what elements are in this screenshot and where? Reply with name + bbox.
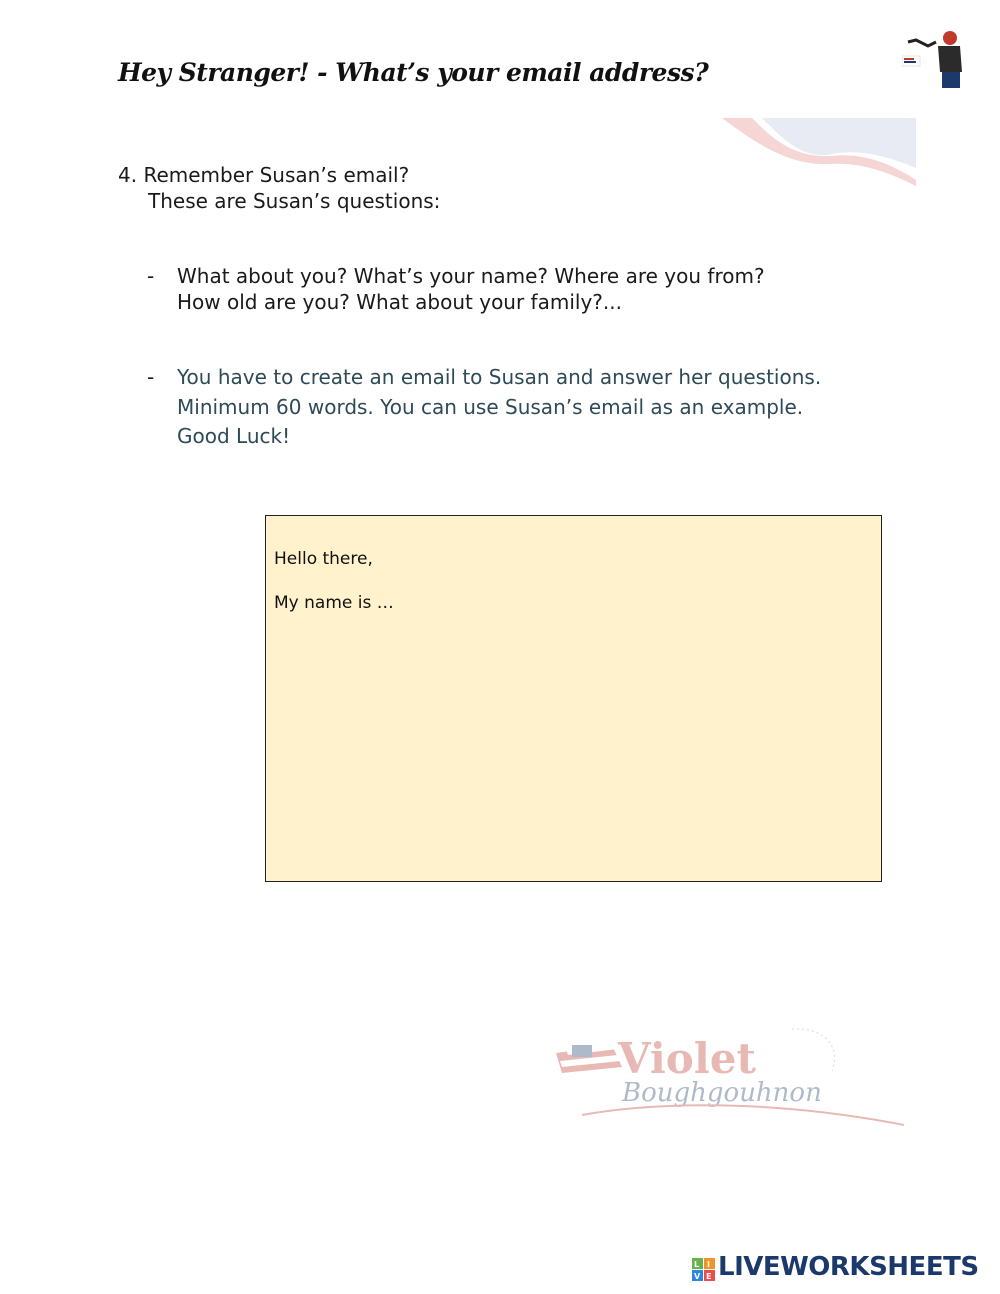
bullet-2-line-3: Good Luck! xyxy=(177,424,291,448)
bullet-2-line-1: You have to create an email to Susan and answer her questions. xyxy=(177,365,822,389)
bullet-dash: - xyxy=(147,264,155,288)
svg-text:I: I xyxy=(707,1260,710,1269)
worksheet-title: Hey Stranger! - What’s your email address? xyxy=(118,58,709,87)
answer-greeting: Hello there, xyxy=(274,549,373,569)
bullet-dash: - xyxy=(147,365,155,389)
liveworksheets-logo xyxy=(692,1254,992,1286)
question-subline: These are Susan’s questions: xyxy=(148,189,441,213)
bullet-2-line-2: Minimum 60 words. You can use Susan’s email as an example. xyxy=(177,395,804,419)
svg-text:V: V xyxy=(694,1272,701,1281)
bullet-1-line-1: What about you? What’s your name? Where are you from? xyxy=(177,264,765,288)
violet-watermark-logo xyxy=(552,1015,912,1135)
live-badge-icon xyxy=(692,1258,716,1282)
watermark-surname: Boughgouhnon xyxy=(622,1078,822,1108)
svg-text:E: E xyxy=(706,1272,712,1281)
email-answer-box[interactable] xyxy=(265,515,882,882)
bullet-1-line-2: How old are you? What about your family?... xyxy=(177,290,622,314)
watermark-name: Violet xyxy=(618,1034,756,1083)
author-photo-icon xyxy=(902,28,966,90)
flag-ribbon-decoration xyxy=(722,118,916,186)
question-number-line: 4. Remember Susan’s email? xyxy=(118,163,410,187)
liveworksheets-brand-text: LIVEWORKSHEETS xyxy=(718,1252,979,1282)
answer-intro: My name is … xyxy=(274,593,394,613)
svg-text:L: L xyxy=(694,1260,700,1269)
